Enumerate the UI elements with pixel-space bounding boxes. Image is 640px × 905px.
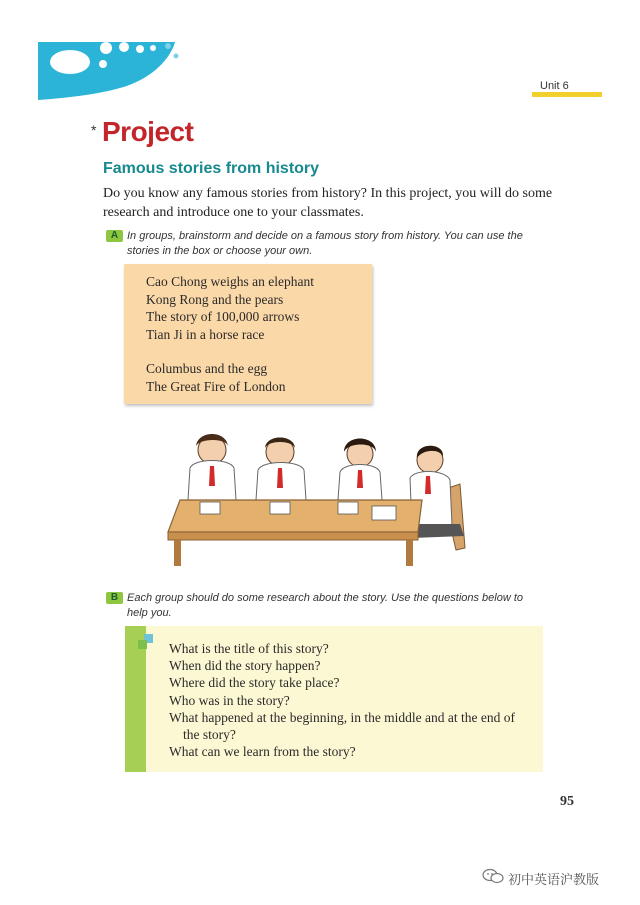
question-item-continuation: the story? bbox=[183, 727, 236, 743]
unit-underline bbox=[532, 92, 602, 97]
section-a-marker: A bbox=[106, 230, 123, 242]
optional-star: * bbox=[91, 122, 97, 138]
story-item: Tian Ji in a horse race bbox=[146, 326, 265, 342]
story-item: The Great Fire of London bbox=[146, 378, 286, 394]
story-list bbox=[146, 273, 314, 395]
wechat-icon bbox=[482, 868, 504, 888]
students-illustration bbox=[160, 428, 490, 573]
question-item: When did the story happen? bbox=[169, 658, 321, 674]
story-spacer bbox=[146, 343, 314, 360]
story-item: Kong Rong and the pears bbox=[146, 291, 284, 307]
story-item: Columbus and the egg bbox=[146, 361, 268, 376]
page-title: Project bbox=[102, 116, 194, 147]
section-a-instruction: In groups, brainstorm and decide on a famous story from history. You can use the stories in the box or choose your own. bbox=[127, 230, 523, 257]
question-item: What is the title of this story? bbox=[169, 641, 329, 656]
questions-list bbox=[169, 640, 539, 760]
watermark bbox=[482, 868, 599, 888]
section-b-marker: B bbox=[106, 592, 123, 604]
question-item: Who was in the story? bbox=[169, 692, 290, 708]
header-decoration bbox=[0, 0, 200, 115]
section-b-instruction: Each group should do some research about the story. Use the questions below to help you. bbox=[127, 592, 524, 619]
question-item: Where did the story take place? bbox=[169, 675, 340, 691]
unit-label: Unit 6 bbox=[540, 80, 569, 92]
story-item: The story of 100,000 arrows bbox=[146, 309, 300, 324]
intro-paragraph: Do you know any famous stories from history? In this project, you will do some research and introduce one to your classmates. bbox=[103, 186, 553, 220]
question-item: What happened at the beginning, in the middle and at the end of bbox=[169, 709, 516, 725]
page-subtitle: Famous stories from history bbox=[103, 160, 320, 177]
story-item: Cao Chong weighs an elephant bbox=[146, 274, 314, 289]
page-number: 95 bbox=[560, 794, 574, 809]
questions-decoration bbox=[138, 634, 158, 659]
story-box bbox=[124, 264, 372, 404]
watermark-text: 初中英语沪教版 bbox=[508, 872, 600, 888]
question-item: What can we learn from the story? bbox=[169, 744, 356, 760]
